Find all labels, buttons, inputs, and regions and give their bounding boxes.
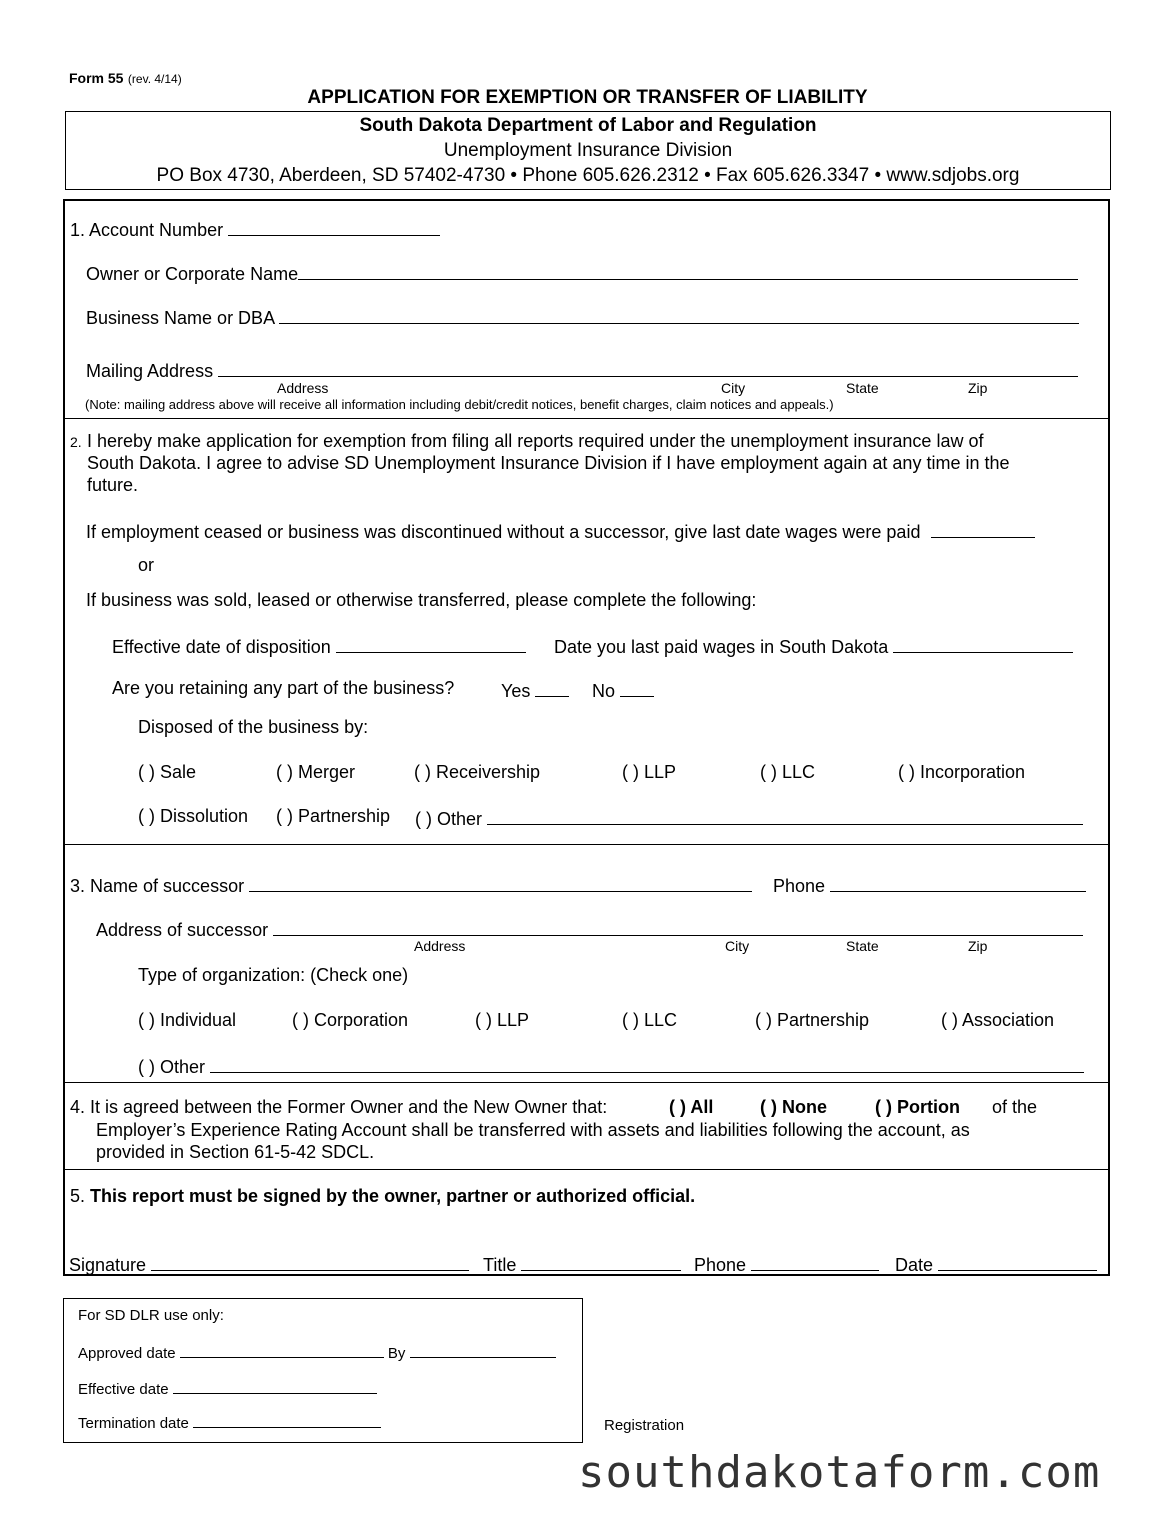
disposition-other-field[interactable] [487,806,1083,825]
approved-date-label: Approved date [78,1345,176,1362]
org-association[interactable]: ( ) Association [941,1010,1055,1030]
successor-phone-row [773,873,1086,897]
disposition-llp[interactable]: ( ) LLP [622,762,677,782]
successor-name-field[interactable] [249,873,752,892]
phone-field[interactable] [751,1252,879,1271]
date-label: Date [895,1255,934,1275]
divider-4 [63,1169,1110,1170]
successor-sub-address: Address [414,938,466,954]
effective-date-row [112,634,526,658]
exemption-statement-line1: I hereby make application for exemption from filing all reports required under the unemployment insurance law of [87,431,984,451]
effective-date-office-label: Effective date [78,1381,169,1398]
form-number [69,70,182,88]
last-paid-label: Date you last paid wages in South Dakota [554,637,889,657]
successor-address-row [96,917,1083,941]
approved-by-field[interactable] [410,1342,556,1358]
signature-field[interactable] [151,1252,469,1271]
sold-label: If business was sold, leased or otherwise transferred, please complete the following: [86,590,757,610]
registration-label: Registration [604,1417,685,1434]
exemption-statement-line2: South Dakota. I agree to advise SD Unemployment Insurance Division if I have employment again at any time in the [87,453,1010,473]
successor-phone-label: Phone [773,876,826,896]
business-name-field[interactable] [279,305,1079,324]
retaining-label: Are you retaining any part of the business? [112,678,455,698]
org-other-row [138,1054,1084,1078]
org-type-label: Type of organization: (Check one) [138,965,409,985]
date-field[interactable] [938,1252,1097,1271]
form-title: APPLICATION FOR EXEMPTION OR TRANSFER OF LIABILITY [307,87,868,108]
date-row [895,1252,1097,1276]
owner-name-field[interactable] [298,261,1078,280]
mailing-address-field[interactable] [218,358,1078,377]
disposed-label: Disposed of the business by: [138,717,369,737]
transfer-portion-option[interactable]: ( ) Portion [875,1097,960,1117]
effective-date-label: Effective date of disposition [112,637,331,657]
mailing-note: (Note: mailing address above will receive all information including debit/credit notices, benefit charges, claim notices and appeals.) [85,397,834,412]
signature-instruction [70,1186,695,1207]
disposition-other[interactable]: ( ) Other [415,809,483,829]
yes-field[interactable] [535,678,569,697]
org-llc[interactable]: ( ) LLC [622,1010,678,1030]
successor-address-field[interactable] [273,917,1083,936]
successor-name-row [70,873,752,897]
org-partnership[interactable]: ( ) Partnership [755,1010,870,1030]
sub-city-label: City [721,380,746,396]
watermark: southdakotaform.com [578,1447,1101,1498]
disposition-incorporation[interactable]: ( ) Incorporation [898,762,1026,782]
agreement-line2: Employer’s Experience Rating Account shall be transferred with assets and liabilities following the account, as [96,1120,970,1140]
transfer-none-option[interactable]: ( ) None [760,1097,827,1117]
account-number-label: 1. Account Number [70,220,224,240]
account-number-row [70,217,440,241]
last-paid-field[interactable] [893,634,1073,653]
revision-label: (rev. 4/14) [127,72,182,86]
divider-2 [63,844,1110,845]
title-label: Title [483,1255,517,1275]
retaining-yes [501,678,569,702]
mailing-address-label: Mailing Address [86,361,214,381]
sub-state-label: State [846,380,879,396]
disposition-receivership[interactable]: ( ) Receivership [414,762,541,782]
org-llp[interactable]: ( ) LLP [475,1010,530,1030]
org-corporation[interactable]: ( ) Corporation [292,1010,409,1030]
divider-1 [63,418,1110,419]
effective-date-field[interactable] [336,634,526,653]
disposition-partnership[interactable]: ( ) Partnership [276,806,391,826]
exemption-statement-line3: future. [87,475,139,495]
ceased-row [86,519,1035,543]
business-name-row [86,305,1079,329]
phone-row [694,1252,879,1276]
signature-row [69,1252,469,1276]
no-label: No [592,681,616,701]
signature-label: Signature [69,1255,147,1275]
transfer-all-option[interactable]: ( ) All [669,1097,714,1117]
section5-number: 5. [70,1186,86,1206]
successor-name-label: 3. Name of successor [70,876,245,896]
sub-address-label: Address [277,380,329,396]
division-name: Unemployment Insurance Division [443,140,733,161]
successor-address-label: Address of successor [96,920,269,940]
agreement-line1-start: 4. It is agreed between the Former Owner and the New Owner that: [70,1097,608,1117]
org-individual[interactable]: ( ) Individual [138,1010,237,1030]
department-name: South Dakota Department of Labor and Regulation [359,115,817,136]
contact-info: PO Box 4730, Aberdeen, SD 57402-4730 • Phone 605.626.2312 • Fax 605.626.3347 • www.sdjobs.org [156,165,1020,186]
divider-3 [63,1082,1110,1083]
last-paid-row [554,634,1073,658]
account-number-field[interactable] [228,217,440,236]
sub-zip-label: Zip [968,380,988,396]
yes-label: Yes [501,681,531,701]
section2-number: 2. [70,434,82,450]
disposition-merger[interactable]: ( ) Merger [276,762,356,782]
org-other-field[interactable] [210,1054,1084,1073]
owner-name-label: Owner or Corporate Name [86,264,299,284]
disposition-sale[interactable]: ( ) Sale [138,762,197,782]
effective-date-office-field[interactable] [173,1378,377,1394]
no-field[interactable] [620,678,654,697]
title-field[interactable] [521,1252,681,1271]
business-name-label: Business Name or DBA [86,308,275,328]
successor-sub-city: City [725,938,750,954]
last-wages-date-field[interactable] [931,519,1035,538]
title-row [483,1252,681,1276]
agreement-line3: provided in Section 61-5-42 SDCL. [96,1142,375,1162]
ceased-label: If employment ceased or business was discontinued without a successor, give last date wages were paid [86,522,921,542]
org-other[interactable]: ( ) Other [138,1057,206,1077]
retaining-no [592,678,654,702]
approved-date-row [78,1342,556,1362]
successor-sub-zip: Zip [968,938,988,954]
or-label: or [138,555,155,575]
successor-phone-field[interactable] [830,873,1086,892]
effective-date-office-row [78,1378,377,1398]
termination-date-label: Termination date [78,1415,189,1432]
phone-label: Phone [694,1255,747,1275]
owner-name-row [86,261,1078,285]
termination-date-field[interactable] [193,1412,381,1428]
mailing-address-row [86,358,1078,382]
disposition-dissolution[interactable]: ( ) Dissolution [138,806,249,826]
approved-date-field[interactable] [180,1342,384,1358]
termination-date-row [78,1412,381,1432]
office-use-heading: For SD DLR use only: [78,1307,224,1324]
successor-sub-state: State [846,938,879,954]
approved-by-label: By [387,1345,406,1362]
signature-instruction-text: This report must be signed by the owner, partner or authorized official. [90,1186,696,1206]
agreement-line1-end: of the [992,1097,1038,1117]
disposition-llc[interactable]: ( ) LLC [760,762,816,782]
disposition-other-row [415,806,1083,830]
form-number-label: Form 55 [69,70,124,86]
